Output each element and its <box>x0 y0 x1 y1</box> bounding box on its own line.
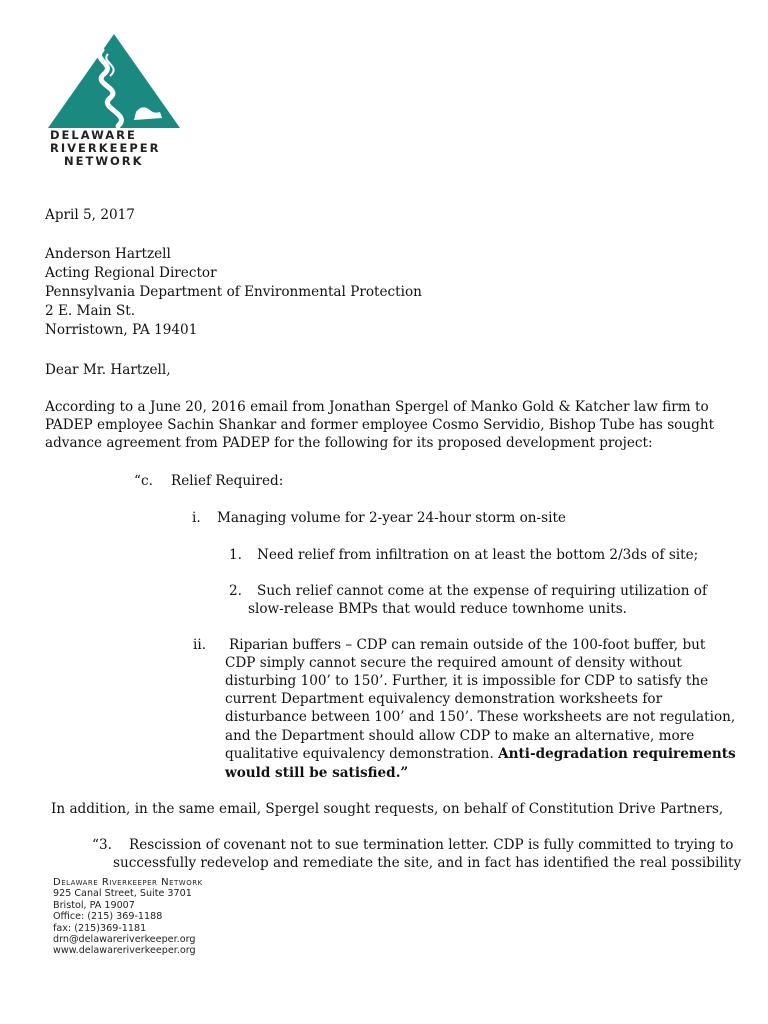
quote-ii-line-7-plain: qualitative equivalency demonstration. <box>225 746 499 762</box>
quote-ii-marker: ii. <box>193 637 207 653</box>
item3-line-1: Rescission of covenant not to sue termination letter. CDP is fully committed to trying to <box>129 837 734 853</box>
quote-i-text: Managing volume for 2-year 24-hour storm on-site <box>217 510 566 526</box>
quote-ii-line-2: CDP simply cannot secure the required amount of density without <box>225 655 682 671</box>
quote-item2-line-2: slow-release BMPs that would reduce townhome units. <box>248 601 627 617</box>
quote-ii-line-1: Riparian buffers – CDP can remain outside of the 100-foot buffer, but <box>229 637 706 653</box>
logo-line-3: NETWORK <box>64 154 144 168</box>
intro-line-2: PADEP employee Sachin Shankar and former employee Cosmo Servidio, Bishop Tube has sought <box>45 417 715 433</box>
footer-contact <box>53 877 203 957</box>
recipient-street: 2 E. Main St. <box>45 303 136 319</box>
quote-item1-text: Need relief from infiltration on at least the bottom 2/3ds of site; <box>257 547 699 563</box>
quote-ii-line-3: disturbing 100’ to 150’. Further, it is impossible for CDP to satisfy the <box>225 673 709 689</box>
salutation: Dear Mr. Hartzell, <box>45 362 171 378</box>
quote-item2-marker: 2. <box>229 583 242 599</box>
footer-address-2: Bristol, PA 19007 <box>53 899 135 911</box>
addition-paragraph: In addition, in the same email, Spergel sought requests, on behalf of Constitution Drive Partners, <box>51 801 724 817</box>
letter-date: April 5, 2017 <box>45 207 135 223</box>
footer-email[interactable]: drn@delawareriverkeeper.org <box>53 934 196 946</box>
quote-ii-line-7 <box>225 745 736 763</box>
quote-ii-line-8: would still be satisfied.” <box>225 765 409 781</box>
item3-marker: “3. <box>92 837 112 853</box>
quote-item2-line-1: Such relief cannot come at the expense of requiring utilization of <box>257 583 707 599</box>
footer-website[interactable]: www.delawareriverkeeper.org <box>53 945 196 957</box>
quote-i-marker: i. <box>192 510 201 526</box>
quote-ii-line-5: disturbance between 100’ and 150’. These worksheets are not regulation, <box>225 709 736 725</box>
recipient-org: Pennsylvania Department of Environmental Protection <box>45 284 422 300</box>
quote-c-marker: “c. <box>134 473 153 489</box>
quote-ii-line-7-bold: Anti-degradation requirements <box>498 746 736 762</box>
footer-address-1: 925 Canal Street, Suite 3701 <box>53 888 192 900</box>
recipient-city: Norristown, PA 19401 <box>45 322 198 338</box>
recipient-name: Anderson Hartzell <box>45 246 171 262</box>
quote-c-text: Relief Required: <box>171 473 284 489</box>
quote-item1-marker: 1. <box>229 547 242 563</box>
footer-office-phone: Office: (215) 369-1188 <box>53 911 163 923</box>
intro-line-3: advance agreement from PADEP for the following for its proposed development project: <box>45 435 653 451</box>
quote-ii-line-6: and the Department should allow CDP to make an alternative, more <box>225 728 695 744</box>
logo-line-2: RIVERKEEPER <box>50 141 161 155</box>
quote-ii-line-4: current Department equivalency demonstration worksheets for <box>225 691 663 707</box>
recipient-title: Acting Regional Director <box>45 265 217 281</box>
footer-fax: fax: (215)369-1181 <box>53 922 147 934</box>
item3-line-2: successfully redevelop and remediate the site, and in fact has identified the real possibility <box>113 855 742 871</box>
intro-line-1: According to a June 20, 2016 email from Jonathan Spergel of Manko Gold & Katcher law firm to <box>45 399 709 415</box>
logo-line-1: DELAWARE <box>50 128 137 142</box>
footer-org: Delaware Riverkeeper Network <box>53 877 203 888</box>
